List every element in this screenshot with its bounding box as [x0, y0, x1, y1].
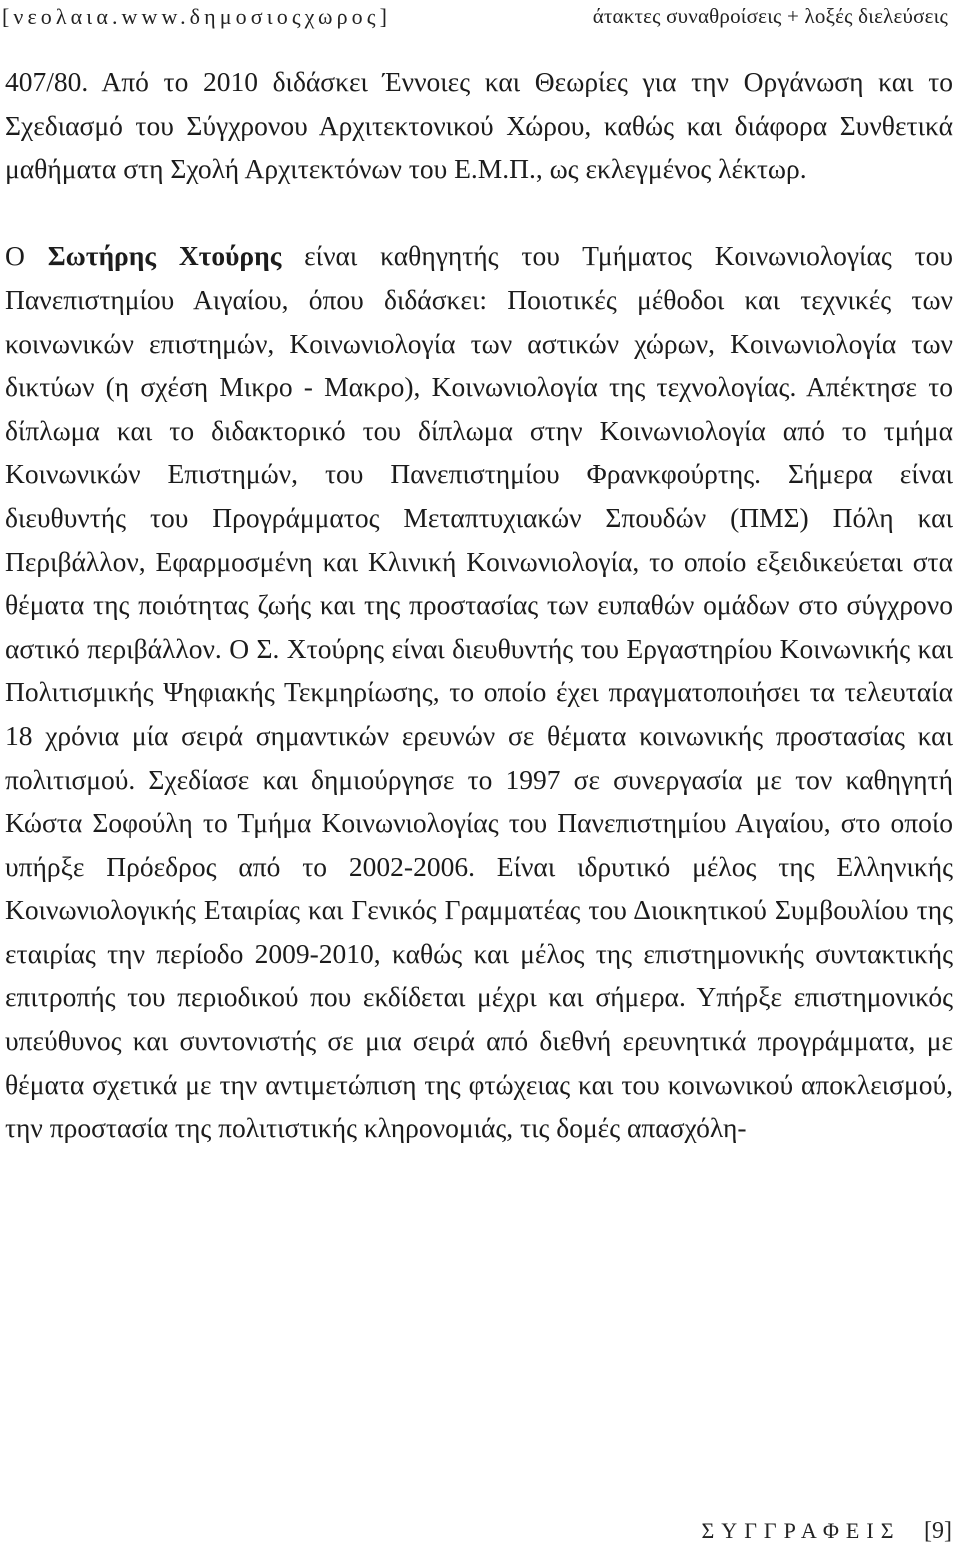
bio-text: είναι καθηγητής του Τμήματος Κοινωνιολογίας του Πανεπιστημίου Αιγαίου, όπου διδάσκει: Ποιοτικές μέθοδοι και τεχνικές των κοινωνικών επιστημών, Κοινωνιολογία των αστικών χώρων, Κοινωνιολογία των δικτύων (η σχέση Μικρο - Μακρο), Κοινωνιολογία της τεχνολογίας. Απέκτησε το δίπλωμα και το διδακτορικό του δίπλωμα στην Κοινωνιολογία από το τμήμα Κοινωνικών Επιστημών, του Πανεπιστημίου Φρανκφούρτης. Σήμερα είναι διευθυντής του Προγράμματος Μεταπτυχιακών Σπουδών (ΠΜΣ) Πόλη και Περιβάλλον, Εφαρμοσμένη και Κλινική Κοινωνιολογία, το οποίο εξειδικεύεται στα θέματα της ποιότητας ζωής και της προστασίας των ευπαθών ομάδων στο σύγχρονο αστικό περιβάλλον. Ο Σ. Χτούρης είναι διευθυντής του Εργαστηρίου Κοινωνικής και Πολιτισμικής Ψηφιακής Τεκμηρίωσης, το οποίο έχει πραγματοποιήσει τα τελευταία 18 χρόνια μία σειρά σημαντικών ερευνών σε θέματα κοινωνικής προστασίας και πολιτισμού. Σχεδίασε και δημιούργησε το 1997 σε συνεργασία με τον καθηγητή Κώστα Σοφούλη το Τμήμα Κοινωνιολογίας του Πανεπιστημίου Αιγαίου, στο οποίο υπήρξε Πρόεδρος από το 2002-2006. Είναι ιδρυτικό μέλος της Ελληνικής Κοινωνιολογικής Εταιρίας και Γενικός Γραμματέας του Διοικητικού Συμβουλίου της εταιρίας την περίοδο 2009-2010, καθώς και μέλος της επιστημονικής συντακτικής επιτροπής του περιοδικού που εκδίδεται μέχρι και σήμερα. Υπήρξε επιστημονικός υπεύθυνος και συντονιστής σε μια σειρά από διεθνή ερευνητικά προγράμματα, με θέματα σχετικά με την αντιμετώπιση της φτώχειας και του κοινωνικού αποκλεισμού, την προστασία της πολιτιστικής κληρονομιάς, τις δομές απασχόλη- — [5, 240, 953, 1144]
site-title: [νεολαια.www.δημοσιοςχωρος] — [2, 4, 392, 29]
article-body — [5, 60, 953, 1150]
paragraph-continued: 407/80. Από το 2010 διδάσκει Έννοιες και Θεωρίες για την Οργάνωση και το Σχεδιασμό του Σύγχρονου Αρχιτεκτονικού Χώρου, καθώς και διάφορα Συνθετικά μαθήματα στη Σχολή Αρχιτεκτόνων του Ε.Μ.Π., ως εκλεγμένος λέκτωρ. — [5, 66, 953, 185]
section-label: ΣΥΓΓΡΑΦΕΙΣ — [701, 1518, 901, 1543]
author-name: Σωτήρης Χτούρης — [47, 240, 282, 272]
page-number: [9] — [924, 1518, 952, 1544]
page-footer — [702, 1518, 953, 1545]
author-bio-paragraph — [5, 234, 953, 1149]
issue-subtitle: άτακτες συναθροίσεις + λοξές διελεύσεις — [592, 4, 948, 28]
bio-intro: Ο — [5, 240, 48, 272]
